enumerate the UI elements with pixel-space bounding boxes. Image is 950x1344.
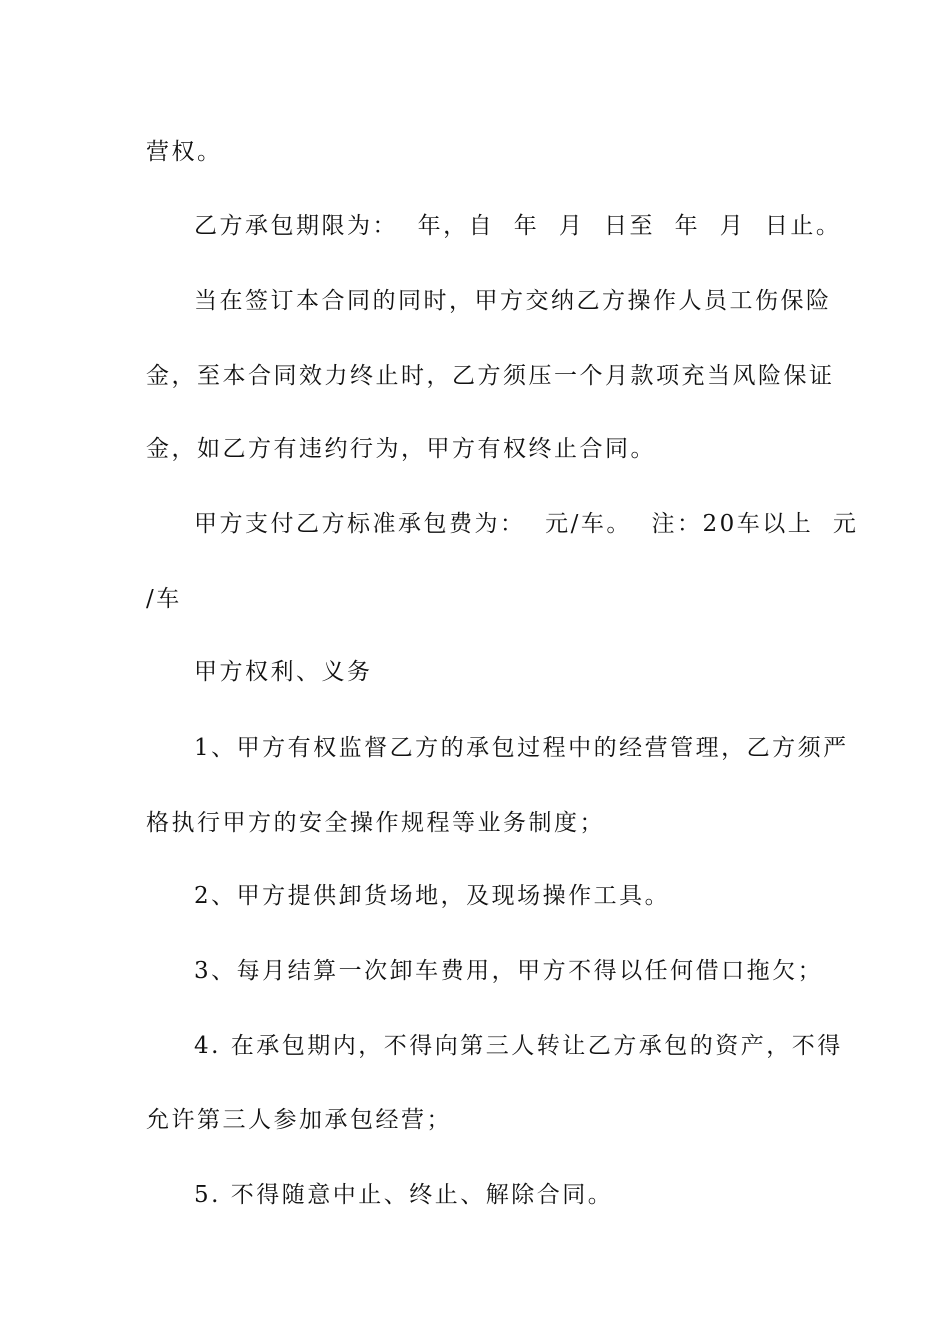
text-line: 1、甲方有权监督乙方的承包过程中的经营管理，乙方须严 bbox=[194, 735, 849, 761]
text-line: 格执行甲方的安全操作规程等业务制度； bbox=[146, 810, 605, 836]
text-line: 2、甲方提供卸货场地，及现场操作工具。 bbox=[194, 883, 671, 909]
section-heading: 甲方权利、义务 bbox=[194, 659, 373, 685]
text-line: 4. 在承包期内，不得向第三人转让乙方承包的资产，不得 bbox=[194, 1033, 843, 1059]
text-line: 允许第三人参加承包经营； bbox=[146, 1107, 452, 1133]
text-line: 营权。 bbox=[146, 139, 223, 165]
text-line: 5. 不得随意中止、终止、解除合同。 bbox=[194, 1182, 614, 1208]
text-line: 金，如乙方有违约行为，甲方有权终止合同。 bbox=[146, 436, 656, 462]
text-line: 金，至本合同效力终止时，乙方须压一个月款项充当风险保证 bbox=[146, 363, 835, 389]
text-line: 3、每月结算一次卸车费用，甲方不得以任何借口拖欠； bbox=[194, 958, 824, 984]
text-line: 乙方承包期限为： 年，自 年 月 日至 年 月 日止。 bbox=[194, 213, 842, 239]
text-line: /车 bbox=[146, 586, 182, 612]
text-line: 当在签订本合同的同时，甲方交纳乙方操作人员工伤保险 bbox=[194, 288, 832, 314]
text-line: 甲方支付乙方标准承包费为： 元/车。 注：20车以上 元 bbox=[194, 511, 859, 537]
